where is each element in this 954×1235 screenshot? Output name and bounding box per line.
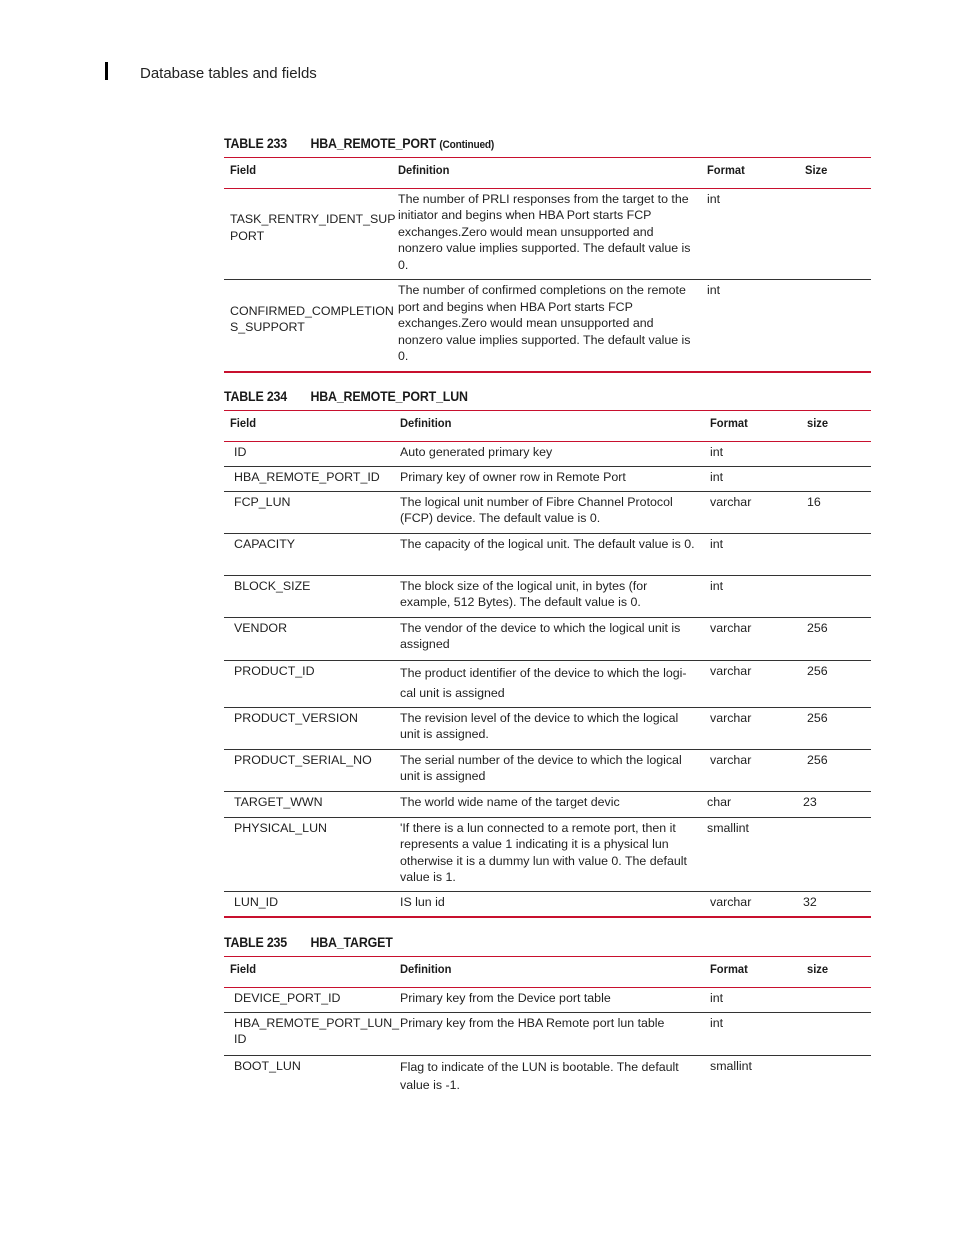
cell-field: DEVICE_PORT_ID xyxy=(224,987,394,1012)
cell-field: TARGET_WWN xyxy=(224,791,394,817)
table-235 xyxy=(224,956,871,1098)
cell-format: smallint xyxy=(704,817,801,891)
cell-definition: The world wide name of the target devic xyxy=(394,791,704,817)
table-row xyxy=(224,1055,871,1098)
column-header-format: Format xyxy=(704,411,801,442)
cell-size: 16 xyxy=(801,491,871,533)
cell-field: BOOT_LUN xyxy=(234,1058,301,1073)
cell-field: HBA_REMOTE_PORT_ID xyxy=(224,466,394,491)
table-row xyxy=(224,188,871,280)
table-header-row xyxy=(224,957,871,988)
column-header-field: Field xyxy=(224,957,394,988)
cell-size: 256 xyxy=(801,617,871,660)
cell-definition: The vendor of the device to which the logical unit is assigned xyxy=(394,617,704,660)
column-header-size: size xyxy=(801,411,871,442)
table-row xyxy=(224,491,871,533)
cell-definition: The revision level of the device to which the logical unit is assigned. xyxy=(394,707,704,749)
cell-field: VENDOR xyxy=(224,617,394,660)
table-row xyxy=(224,466,871,491)
column-header-format: Format xyxy=(704,957,801,988)
table-name: HBA_REMOTE_PORT xyxy=(310,136,437,151)
table-row xyxy=(224,987,871,1012)
cell-format: varchar xyxy=(704,660,801,707)
cell-size xyxy=(799,280,871,372)
table-row xyxy=(224,441,871,466)
table-continued-note: (Continued) xyxy=(439,139,495,151)
cell-field: PRODUCT_SERIAL_NO xyxy=(224,749,394,791)
cell-format: int xyxy=(704,466,801,491)
table-row xyxy=(224,791,871,817)
table-row xyxy=(224,617,871,660)
cell-format: varchar xyxy=(704,617,801,660)
cell-size: 256 xyxy=(801,749,871,791)
cell-format: varchar xyxy=(704,707,801,749)
table-233-caption xyxy=(224,136,494,151)
cell-format: int xyxy=(704,441,801,466)
cell-field: TASK_RENTRY_IDENT_SUP PORT xyxy=(224,188,392,280)
cell-format: int xyxy=(704,533,801,575)
column-header-definition: Definition xyxy=(394,411,704,442)
header-marker xyxy=(105,62,108,80)
cell-size xyxy=(801,533,871,575)
cell-format: varchar xyxy=(704,749,801,791)
cell-definition: The product identifier of the device to which the logi-cal unit is assigned xyxy=(394,660,704,707)
column-header-size: size xyxy=(801,957,871,988)
table-row xyxy=(224,533,871,575)
cell-field: BLOCK_SIZE xyxy=(224,575,394,617)
cell-field: HBA_REMOTE_PORT_LUN_ ID xyxy=(224,1012,394,1055)
cell-size: 256 xyxy=(801,660,871,707)
column-header-field: Field xyxy=(224,411,394,442)
cell-definition: Primary key from the HBA Remote port lun table xyxy=(394,1012,704,1055)
cell-size: 23 xyxy=(801,791,871,817)
cell-format: int xyxy=(704,1012,801,1055)
cell-field: PRODUCT_ID xyxy=(224,660,394,707)
table-row xyxy=(224,707,871,749)
cell-format: varchar xyxy=(704,891,801,917)
cell-definition: The serial number of the device to which the logical unit is assigned xyxy=(394,749,704,791)
cell-definition: Primary key of owner row in Remote Port xyxy=(394,466,704,491)
cell-size xyxy=(799,188,871,280)
column-header-size: Size xyxy=(799,158,871,189)
table-row xyxy=(224,749,871,791)
cell-definition: IS lun id xyxy=(394,891,704,917)
cell-definition: 'If there is a lun connected to a remote port, then it represents a value 1 indicating it is a physical lun otherwise it is a dummy lun with value 0. The default value is 1. xyxy=(394,817,704,891)
column-header-definition: Definition xyxy=(394,957,704,988)
table-number: TABLE 234 xyxy=(224,389,287,404)
cell-size: 256 xyxy=(801,707,871,749)
table-number: TABLE 233 xyxy=(224,136,287,151)
cell-format: int xyxy=(704,575,801,617)
cell-definition: The logical unit number of Fibre Channel Protocol (FCP) device. The default value is 0. xyxy=(394,491,704,533)
table-234 xyxy=(224,410,871,918)
cell-size xyxy=(801,441,871,466)
cell-size xyxy=(801,817,871,891)
cell-definition: The number of confirmed completions on the remote port and begins when HBA Port starts FCP exchanges.Zero would mean unsupported and nonzero value implies supported. The default value is 0. xyxy=(392,280,701,372)
cell-definition: The block size of the logical unit, in bytes (for example, 512 Bytes). The default value is 0. xyxy=(394,575,704,617)
cell-field: LUN_ID xyxy=(224,891,394,917)
cell-field: CAPACITY xyxy=(224,533,394,575)
cell-size xyxy=(801,466,871,491)
page-header-title: Database tables and fields xyxy=(140,65,317,82)
cell-field: CONFIRMED_COMPLETION S_SUPPORT xyxy=(224,280,392,372)
cell-field: PHYSICAL_LUN xyxy=(224,817,394,891)
table-row xyxy=(224,575,871,617)
cell-definition: The capacity of the logical unit. The default value is 0. xyxy=(394,533,704,575)
table-row xyxy=(224,660,871,707)
cell-format: varchar xyxy=(704,491,801,533)
cell-field: PRODUCT_VERSION xyxy=(224,707,394,749)
cell-definition: The number of PRLI responses from the target to the initiator and begins when HBA Port starts FCP exchanges.Zero would mean unsupported and nonzero value implies supported. The default value is 0. xyxy=(392,188,701,280)
cell-definition: Auto generated primary key xyxy=(394,441,704,466)
table-name: HBA_TARGET xyxy=(310,935,393,950)
cell-size xyxy=(801,575,871,617)
cell-format: char xyxy=(704,791,801,817)
cell-format: int xyxy=(701,280,799,372)
cell-format: smallint xyxy=(710,1058,752,1073)
table-233 xyxy=(224,157,871,373)
cell-format: int xyxy=(701,188,799,280)
cell-size xyxy=(801,1012,871,1055)
table-235-caption xyxy=(224,935,393,950)
column-header-field: Field xyxy=(224,158,392,189)
table-row xyxy=(224,1012,871,1055)
cell-size xyxy=(801,987,871,1012)
cell-size xyxy=(801,1055,871,1098)
cell-format: int xyxy=(704,987,801,1012)
column-header-format: Format xyxy=(701,158,799,189)
table-header-row xyxy=(224,411,871,442)
table-row xyxy=(224,280,871,372)
table-header-row xyxy=(224,158,871,189)
table-row xyxy=(224,817,871,891)
table-name: HBA_REMOTE_PORT_LUN xyxy=(310,389,468,404)
cell-size: 32 xyxy=(801,891,871,917)
table-234-caption xyxy=(224,389,468,404)
cell-field: FCP_LUN xyxy=(224,491,394,533)
cell-definition: Flag to indicate of the LUN is bootable. The default value is -1. xyxy=(400,1059,679,1092)
table-row xyxy=(224,891,871,917)
cell-field: ID xyxy=(224,441,394,466)
table-number: TABLE 235 xyxy=(224,935,287,950)
cell-definition: Primary key from the Device port table xyxy=(394,987,704,1012)
column-header-definition: Definition xyxy=(392,158,701,189)
